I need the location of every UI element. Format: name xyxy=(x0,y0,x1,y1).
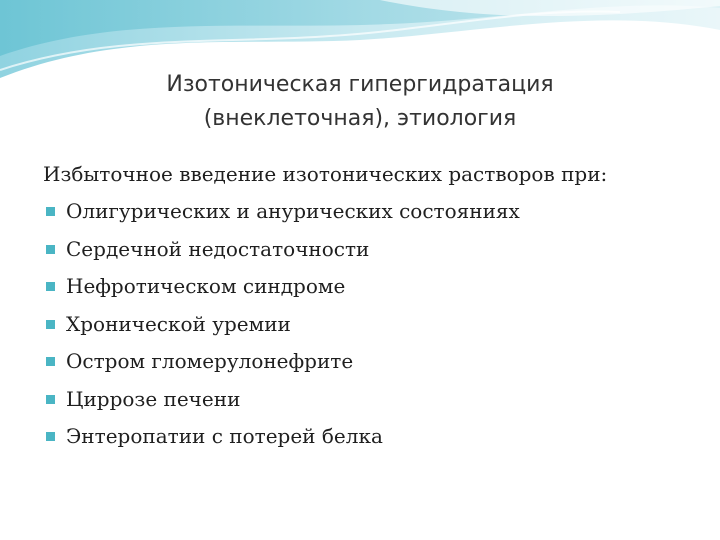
title-line-1: Изотоническая гипергидратация xyxy=(166,72,554,97)
list-item xyxy=(43,381,703,419)
list-item-text: Циррозе печени xyxy=(66,386,241,411)
list-item xyxy=(43,418,703,456)
list-item-text: Сердечной недостаточности xyxy=(66,236,370,261)
square-bullet-icon xyxy=(46,395,55,404)
list-item xyxy=(43,231,703,269)
title-line-2: (внеклеточная), этиология xyxy=(203,106,517,131)
square-bullet-icon xyxy=(46,357,55,366)
list-item xyxy=(43,306,703,344)
list-item-text: Энтеропатии с потерей белка xyxy=(66,424,383,448)
list-item-text: Хронической уремии xyxy=(66,311,291,336)
list-item-text: Остром гломерулонефрите xyxy=(66,349,354,373)
slide-content xyxy=(43,156,703,456)
list-item xyxy=(43,193,703,231)
square-bullet-icon xyxy=(46,320,55,329)
list-item-text: Олигурических и анурических состояниях xyxy=(66,199,520,223)
slide-title xyxy=(90,68,630,136)
etiology-list xyxy=(43,193,703,456)
square-bullet-icon xyxy=(46,432,55,441)
intro-text: Избыточное введение изотонических растворов при: xyxy=(43,162,608,186)
list-item-text: Нефротическом синдроме xyxy=(66,274,346,298)
square-bullet-icon xyxy=(46,207,55,216)
list-item xyxy=(43,268,703,306)
square-bullet-icon xyxy=(46,282,55,291)
list-item xyxy=(43,343,703,381)
square-bullet-icon xyxy=(46,245,55,254)
